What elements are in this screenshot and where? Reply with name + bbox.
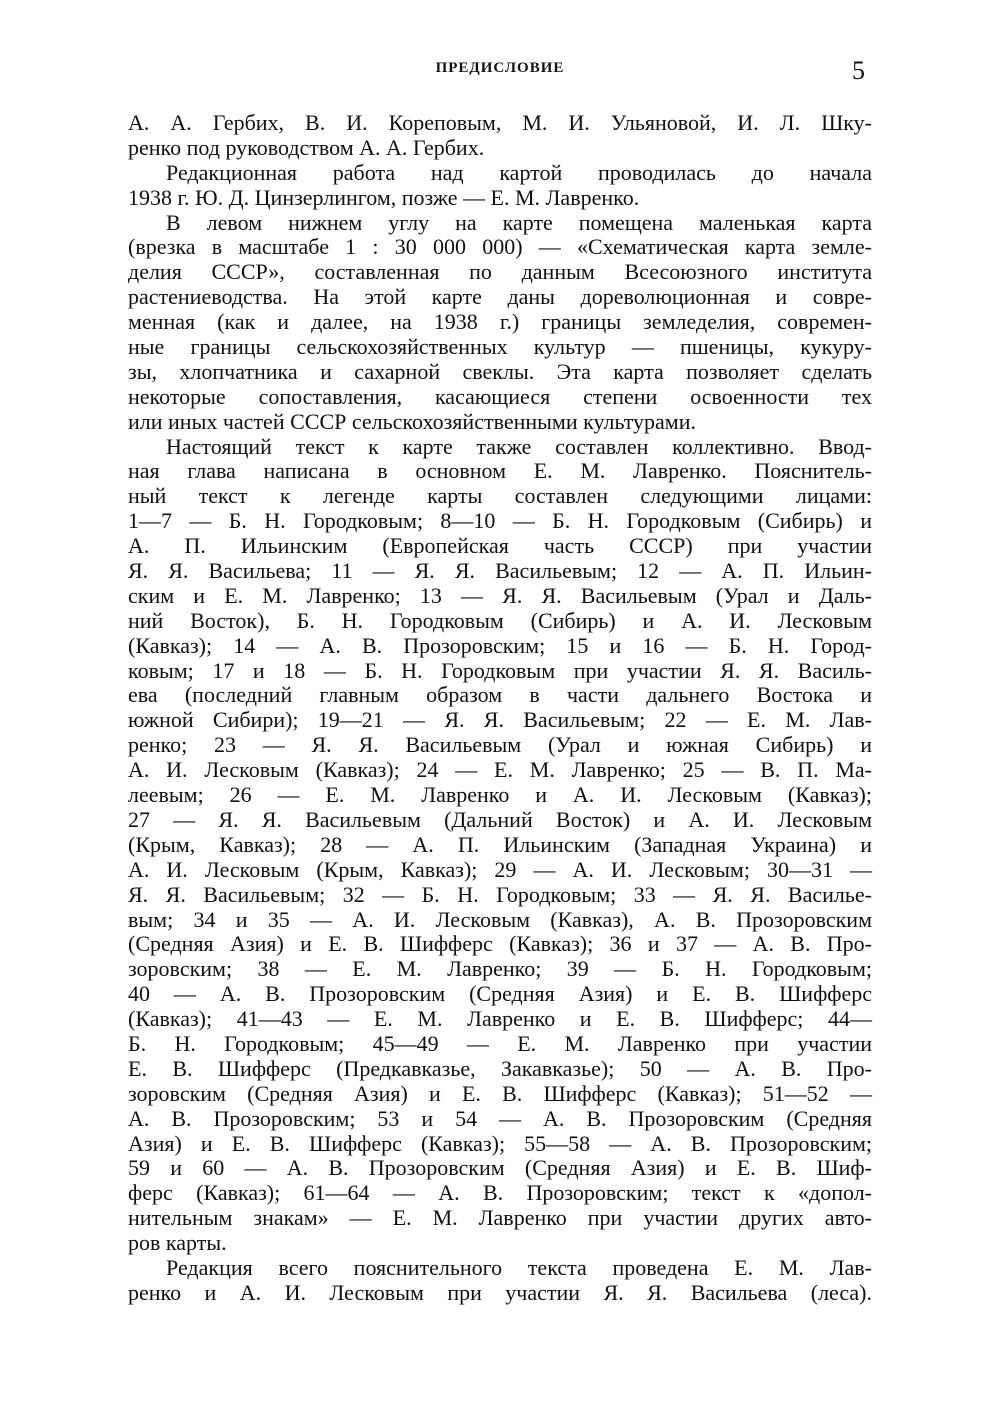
paragraph xyxy=(128,211,872,435)
text-line: (врезка в масштабе 1 : 30 000 000) — «Схематическая карта земле- xyxy=(128,234,872,260)
text-line: ева (последний главным образом в части дальнего Востока и xyxy=(128,682,872,708)
text-line: А. И. Лесковым (Крым, Кавказ); 29 — А. И. Лесковым; 30—31 — xyxy=(128,856,872,882)
paragraph xyxy=(128,1256,872,1306)
text-line: (Крым, Кавказ); 28 — А. П. Ильинским (Западная Украина) и xyxy=(128,831,872,857)
text-line: Азия) и Е. В. Шифферс (Кавказ); 55—58 — А. В. Прозоровским; xyxy=(128,1130,872,1156)
text-line: (Кавказ); 41—43 — Е. М. Лавренко и Е. В. Шифферс; 44— xyxy=(128,1006,872,1032)
text-line: Я. Я. Васильевым; 32 — Б. Н. Городковым; 33 — Я. Я. Василье- xyxy=(128,881,872,907)
text-line: ренко под руководством А. А. Гербих. xyxy=(128,134,485,160)
text-line: делия СССР», составленная по данным Всесоюзного института xyxy=(128,259,872,285)
text-line: вым; 34 и 35 — А. И. Лесковым (Кавказ), А. В. Прозоровским xyxy=(128,906,872,932)
text-line: некоторые сопоставления, касающиеся степени освоенности тех xyxy=(128,383,872,409)
text-line: Е. В. Шифферс (Предкавказье, Закавказье); 50 — А. В. Про- xyxy=(128,1055,872,1081)
text-line: 1—7 — Б. Н. Городковым; 8—10 — Б. Н. Городковым (Сибирь) и xyxy=(128,508,872,534)
text-line: Настоящий текст к карте также составлен коллективно. Ввод- xyxy=(166,433,872,459)
text-line: ферс (Кавказ); 61—64 — А. В. Прозоровским; текст к «допол- xyxy=(128,1180,872,1206)
text-line: зоровским (Средняя Азия) и Е. В. Шифферс (Кавказ); 51—52 — xyxy=(128,1080,872,1106)
page-number: 5 xyxy=(852,56,865,85)
text-line: зы, хлопчатника и сахарной свеклы. Эта карта позволяет сделать xyxy=(128,358,872,384)
text-line: 1938 г. Ю. Д. Цинзерлингом, позже — Е. М. Лавренко. xyxy=(128,184,640,210)
text-line: 40 — А. В. Прозоровским (Средняя Азия) и Е. В. Шифферс xyxy=(128,981,872,1007)
text-line: Б. Н. Городковым; 45—49 — Е. М. Лавренко при участии xyxy=(128,1030,872,1056)
text-line: (Средняя Азия) и Е. В. Шифферс (Кавказ); 36 и 37 — А. В. Про- xyxy=(128,931,872,957)
body-text xyxy=(128,111,872,1306)
text-line: растениеводства. На этой карте даны дореволюционная и совре- xyxy=(128,284,872,310)
text-line: Редакция всего пояснительного текста проведена Е. М. Лав- xyxy=(166,1254,872,1280)
text-line: менная (как и далее, на 1938 г.) границы земледелия, современ- xyxy=(128,309,872,335)
text-line: зоровским; 38 — Е. М. Лавренко; 39 — Б. Н. Городковым; xyxy=(128,956,872,982)
text-line: А. П. Ильинским (Европейская часть СССР) при участии xyxy=(128,533,872,559)
text-line: А. И. Лесковым (Кавказ); 24 — Е. М. Лавренко; 25 — В. П. Ма- xyxy=(128,757,872,783)
text-line: 59 и 60 — А. В. Прозоровским (Средняя Азия) и Е. В. Шиф- xyxy=(128,1155,872,1181)
text-line: Я. Я. Васильева; 11 — Я. Я. Васильевым; 12 — А. П. Ильин- xyxy=(128,558,872,584)
text-line: леевым; 26 — Е. М. Лавренко и А. И. Лесковым (Кавказ); xyxy=(128,782,872,808)
text-line: ковым; 17 и 18 — Б. Н. Городковым при участии Я. Я. Василь- xyxy=(128,657,872,683)
paragraph xyxy=(128,435,872,1256)
text-line: ные границы сельскохозяйственных культур — пшеницы, кукуру- xyxy=(128,334,872,360)
text-line: ный текст к легенде карты составлен следующими лицами: xyxy=(128,483,872,509)
text-line: ренко и А. И. Лесковым при участии Я. Я. Васильева (леса). xyxy=(128,1279,872,1305)
paragraph xyxy=(128,161,872,211)
text-line: или иных частей СССР сельскохозяйственными культурами. xyxy=(128,408,696,434)
text-line: южной Сибири); 19—21 — Я. Я. Васильевым; 22 — Е. М. Лав- xyxy=(128,707,872,733)
text-line: ная глава написана в основном Е. М. Лавренко. Пояснитель- xyxy=(128,458,872,484)
header-title: ПРЕДИСЛОВИЕ xyxy=(435,60,565,76)
text-line: 27 — Я. Я. Васильевым (Дальний Восток) и А. И. Лесковым xyxy=(128,806,872,832)
paragraph xyxy=(128,111,872,161)
text-line: А. А. Гербих, В. И. Кореповым, М. И. Ульяновой, И. Л. Шку- xyxy=(128,110,872,135)
text-line: А. В. Прозоровским; 53 и 54 — А. В. Прозоровским (Средняя xyxy=(128,1105,872,1131)
text-line: Редакционная работа над картой проводилась до начала xyxy=(166,159,872,185)
text-line: (Кавказ); 14 — А. В. Прозоровским; 15 и 16 — Б. Н. Город- xyxy=(128,632,872,658)
text-line: ний Восток), Б. Н. Городковым (Сибирь) и А. И. Лесковым xyxy=(128,607,872,633)
text-line: нительным знакам» — Е. М. Лавренко при участии других авто- xyxy=(128,1205,872,1231)
text-line: ренко; 23 — Я. Я. Васильевым (Урал и южная Сибирь) и xyxy=(128,732,872,758)
text-line: ров карты. xyxy=(128,1230,227,1256)
text-line: ским и Е. М. Лавренко; 13 — Я. Я. Васильевым (Урал и Даль- xyxy=(128,582,872,608)
text-line: В левом нижнем углу на карте помещена маленькая карта xyxy=(166,209,872,235)
